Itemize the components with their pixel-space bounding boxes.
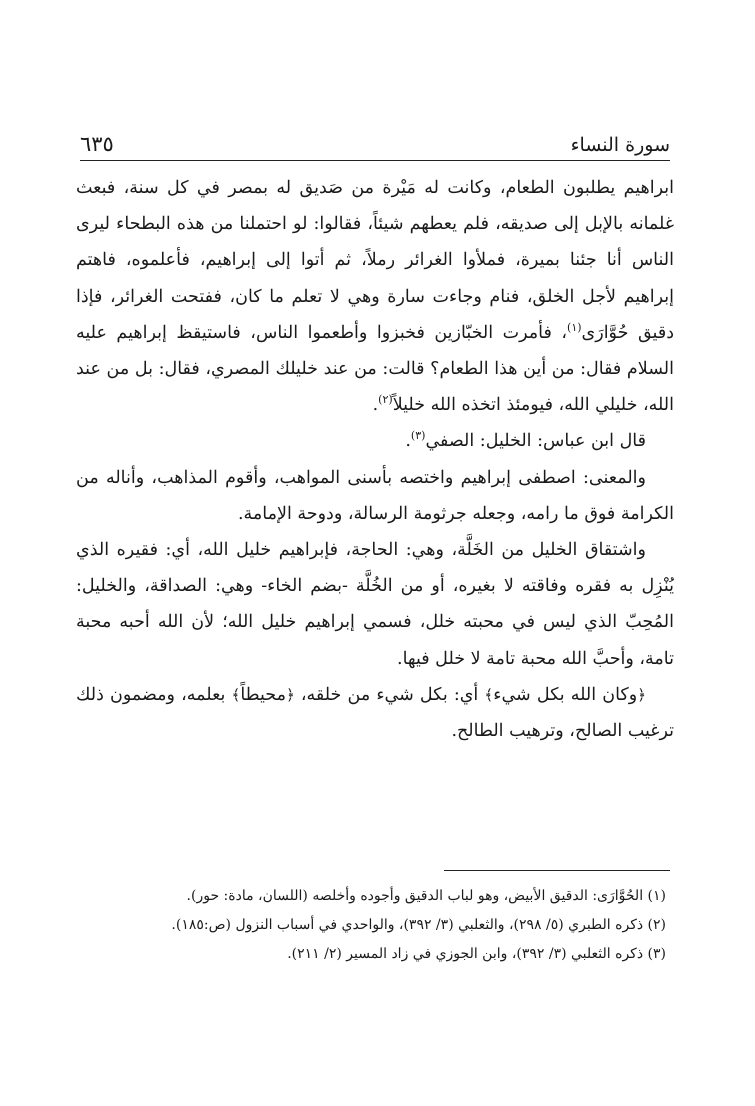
paragraph-ibn-abbas-end: .	[405, 431, 411, 452]
surah-title: سورة النساء	[570, 134, 670, 156]
footnotes	[76, 882, 674, 969]
paragraph-verse	[76, 677, 674, 749]
footnote-2: (٢) ذكره الطبري (٥/ ٢٩٨)، والثعلبي (٣/ ٣٩٢)، والواحدي في أسباب النزول (ص:١٨٥).	[171, 917, 666, 933]
paragraph-ibn-abbas	[76, 423, 674, 459]
page-number: ٦٣٥	[80, 132, 114, 156]
quran-bracket-open-2: ﴿	[285, 685, 295, 704]
paragraph-etymology: واشتقاق الخليل من الخَلَّة، وهي: الحاجة، فإبراهيم خليل الله، أي: فقيره الذي يُنْزِل به فقره وفاقته لا بغيره، أو من الخُلَّة -بضم الخاء- وهي: الصداقة، والخليل: المُحِبّ الذي ليس في محبته خلل، فسمي إبراهيم خليل الله؛ لأن الله أحبه محبة تامة، وأحبَّ الله محبة تامة لا خلل فيها.	[76, 540, 674, 669]
quran-bracket-open: ﴿	[637, 685, 646, 704]
paragraph-story	[76, 170, 674, 423]
footnote-ref-2: (٢)	[378, 393, 393, 407]
paragraph-story-text: ابراهيم يطلبون الطعام، وكانت له مَيْرة من صَديق له بمصر في كل سنة، فبعث غلمانه بالإبل إلى صديقه، فلم يعطهم شيئاً، فقالوا: لو احتملنا من هذه البطحاء ليرى الناس أنا جئنا بميرة، فملأوا الغرائر رملاً، ثم أتوا إلى إبراهيم، فأعلموه، فاهتم إبراهيم لأجل الخلق، فنام وجاءت سارة وهي لا تعلم ما كان، ففتحت الغرائر، فإذا دقيق حُوَّارَى	[76, 178, 674, 343]
footnote-ref-1: (١)	[567, 320, 582, 334]
footnote-1: (١) الحُوَّارَى: الدقيق الأبيض، وهو لباب الدقيق وأجوده وأخلصه (اللسان، مادة: حور).	[186, 888, 666, 904]
quran-bracket-close: ﴾	[484, 685, 494, 704]
footnote-divider	[444, 870, 670, 871]
footnote-3: (٣) ذكره الثعلبي (٣/ ٣٩٢)، وابن الجوزي في زاد المسير (٢/ ٢١١).	[287, 946, 666, 962]
footnote-ref-3: (٣)	[410, 429, 426, 443]
paragraph-ibn-abbas-text: قال ابن عباس: الخليل: الصفي	[425, 431, 646, 452]
verse-explanation-end: بعلمه، ومضمون ذلك ترغيب الصالح، وترهيب الطالح.	[76, 684, 674, 742]
quran-quote-1: وكان الله بكل شيء	[493, 684, 638, 705]
quran-quote-2: محيطاً	[240, 684, 286, 705]
paragraph-meaning: والمعنى: اصطفى إبراهيم واختصه بأسنى المواهب، وأقوم المذاهب، وأناله من الكرامة فوق ما رامه، وجعله جرثومة الرسالة، ودوحة الإمامة.	[76, 467, 674, 524]
running-header	[80, 128, 670, 161]
quran-bracket-close-2: ﴾	[231, 685, 241, 704]
main-text	[76, 170, 674, 749]
paragraph-story-cont: ، فأمرت الخبّازين فخبزوا وأطعموا الناس، فاستيقظ إبراهيم عليه السلام فقال: من أين هذا الطعام؟ قالت: من عند خليلك المصري، فقال: بل من عند الله، خليلي الله، فيومئذ اتخذه الله خليلاً	[76, 322, 674, 416]
verse-explanation: أي: بكل شيء من خلقه،	[294, 684, 485, 705]
paragraph-story-end: .	[372, 395, 379, 416]
